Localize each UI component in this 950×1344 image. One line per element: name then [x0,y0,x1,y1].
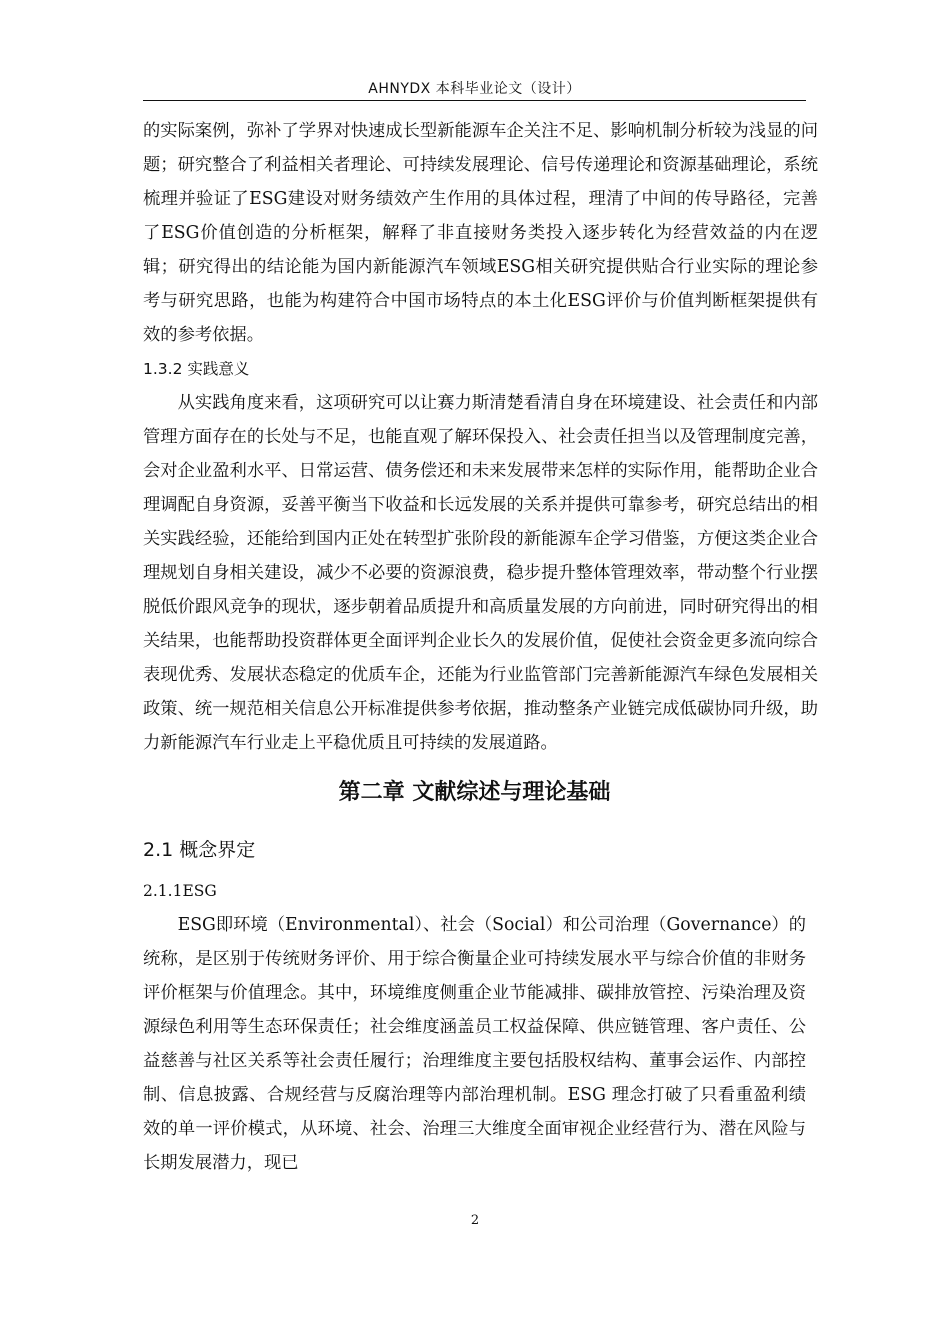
chapter-title: 第二章 文献综述与理论基础 [338,780,611,805]
page-header: AHNYDX 本科毕业论文（设计） [368,81,581,97]
heading-esg: 2.1.1ESG [143,882,217,900]
paragraph-theory-significance: 的实际案例，弥补了学界对快速成长型新能源车企关注不足、影响机制分析较为浅显的问题；研究整合了利益相关者理论、可持续发展理论、信号传递理论和资源基础理论，系统梳理并验证了ESG建设对财务绩效产生作用的具体过程，理清了中间的传导路径，完善了ESG价值创造的分析框架，解释了非直接财务类投入逐步转化为经营效益的内在逻辑；研究得出的结论能为国内新能源汽车领域ESG相关研究提供贴合行业实际的理论参考与研究思路，也能为构建符合中国市场特点的本土化ESG评价与价值判断框架提供有效的参考依据。 [143,121,818,345]
page-body [143,114,818,1180]
header-rule [143,100,806,101]
page-number: 2 [470,1213,480,1228]
paragraph-esg-definition: ESG即环境（Environmental）、社会（Social）和公司治理（Governance）的统称，是区别于传统财务评价、用于综合衡量企业可持续发展水平与综合价值的非财务评价框架与价值理念。其中，环境维度侧重企业节能减排、碳排放管控、污染治理及资源绿色利用等生态环保责任；社会维度涵盖员工权益保障、供应链管理、客户责任、公益慈善与社区关系等社会责任履行；治理维度主要包括股权结构、董事会运作、内部控制、信息披露、合规经营与反腐治理等内部治理机制。ESG 理念打破了只看重盈利绩效的单一评价模式，从环境、社会、治理三大维度全面审视企业经营行为、潜在风险与长期发展潜力，现已 [143,915,806,1173]
heading-concept-definition: 2.1 概念界定 [143,839,256,861]
paragraph-practical-significance: 从实践角度来看，这项研究可以让赛力斯清楚看清自身在环境建设、社会责任和内部管理方面存在的长处与不足，也能直观了解环保投入、社会责任担当以及管理制度完善，会对企业盈利水平、日常运营、债务偿还和未来发展带来怎样的实际作用，能帮助企业合理调配自身资源，妥善平衡当下收益和长远发展的关系并提供可靠参考，研究总结出的相关实践经验，还能给到国内正处在转型扩张阶段的新能源车企学习借鉴，方便这类企业合理规划自身相关建设，减少不必要的资源浪费，稳步提升整体管理效率，带动整个行业摆脱低价跟风竞争的现状，逐步朝着品质提升和高质量发展的方向前进，同时研究得出的相关结果，也能帮助投资群体更全面评判企业长久的发展价值，促使社会资金更多流向综合表现优秀、发展状态稳定的优质车企，还能为行业监管部门完善新能源汽车绿色发展相关政策、统一规范相关信息公开标准提供参考依据，推动整条产业链完成低碳协同升级，助力新能源汽车行业走上平稳优质且可持续的发展道路。 [143,393,818,753]
heading-practical-significance: 1.3.2 实践意义 [143,360,250,378]
